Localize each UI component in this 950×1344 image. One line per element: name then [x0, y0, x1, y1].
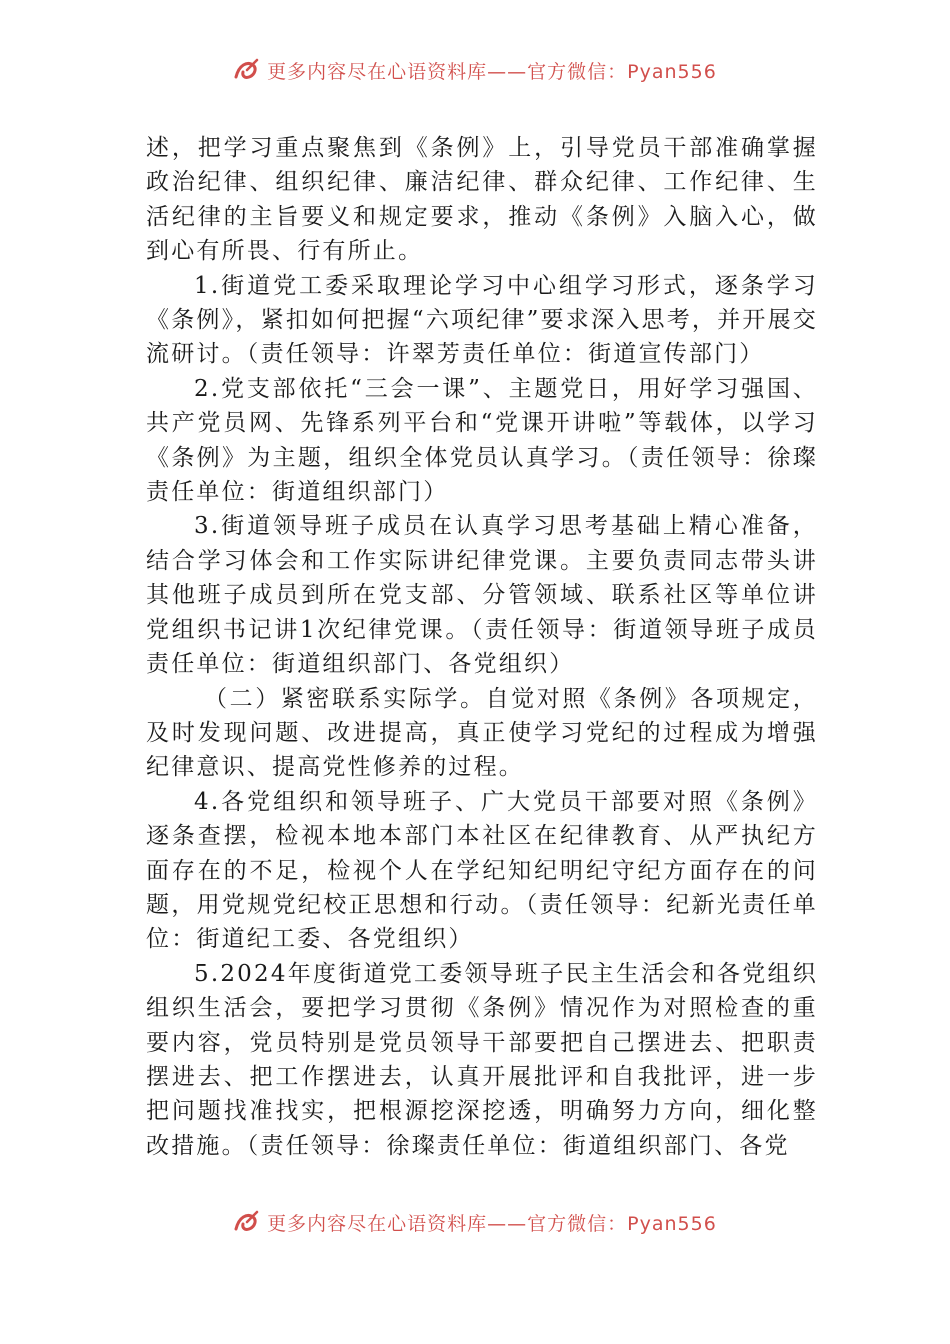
- paragraph-item-2: 2.党支部依托“三会一课”、主题党日，用好学习强国、共产党员网、先锋系列平台和“党课开讲啦”等载体，以学习《条例》为主题，组织全体党员认真学习。（责任领导：徐璨责任单位：街道组织部门）: [146, 375, 818, 506]
- paragraph-item-1: 1.街道党工委采取理论学习中心组学习形式，逐条学习《条例》，紧扣如何把握“六项纪律”要求深入思考，并开展交流研讨。（责任领导：许翠芳责任单位：街道宣传部门）: [146, 272, 818, 368]
- document-body: [146, 131, 818, 1163]
- header-watermark: [0, 54, 950, 86]
- brand-logo-icon: [233, 1209, 261, 1235]
- watermark-text: 更多内容尽在心语资料库——官方微信：Pyan556: [267, 1212, 717, 1235]
- paragraph-item-4: 4.各党组织和领导班子、广大党员干部要对照《条例》逐条查摆，检视本地本部门本社区在纪律教育、从严执纪方面存在的不足，检视个人在学纪知纪明纪守纪方面存在的问题，用党规党纪校正思想和行动。（责任领导：纪新光责任单位：街道纪工委、各党组织）: [146, 788, 818, 953]
- watermark-text: 更多内容尽在心语资料库——官方微信：Pyan556: [267, 60, 717, 83]
- section-heading-2: （二）紧密联系实际学。自觉对照《条例》各项规定，及时发现问题、改进提高，真正使学习党纪的过程成为增强纪律意识、提高党性修养的过程。: [146, 685, 818, 781]
- brand-logo-icon: [233, 57, 261, 83]
- paragraph-item-5: 5.2024年度街道党工委领导班子民主生活会和各党组织组织生活会，要把学习贯彻《条例》情况作为对照检查的重要内容，党员特别是党员领导干部要把自己摆进去、把职责摆进去、把工作摆进去，认真开展批评和自我批评，进一步把问题找准找实，把根源挖深挖透，明确努力方向，细化整改措施。（责任领导：徐璨责任单位：街道组织部门、各党: [146, 960, 818, 1159]
- footer-watermark: [0, 1206, 950, 1238]
- paragraph-item-3: 3.街道领导班子成员在认真学习思考基础上精心准备，结合学习体会和工作实际讲纪律党课。主要负责同志带头讲其他班子成员到所在党支部、分管领域、联系社区等单位讲党组织书记讲1次纪律党课。（责任领导：街道领导班子成员责任单位：街道组织部门、各党组织）: [146, 513, 818, 678]
- paragraph-continuation: 述，把学习重点聚焦到《条例》上，引导党员干部准确掌握政治纪律、组织纪律、廉洁纪律、群众纪律、工作纪律、生活纪律的主旨要义和规定要求，推动《条例》入脑入心，做到心有所畏、行有所止。: [146, 135, 818, 265]
